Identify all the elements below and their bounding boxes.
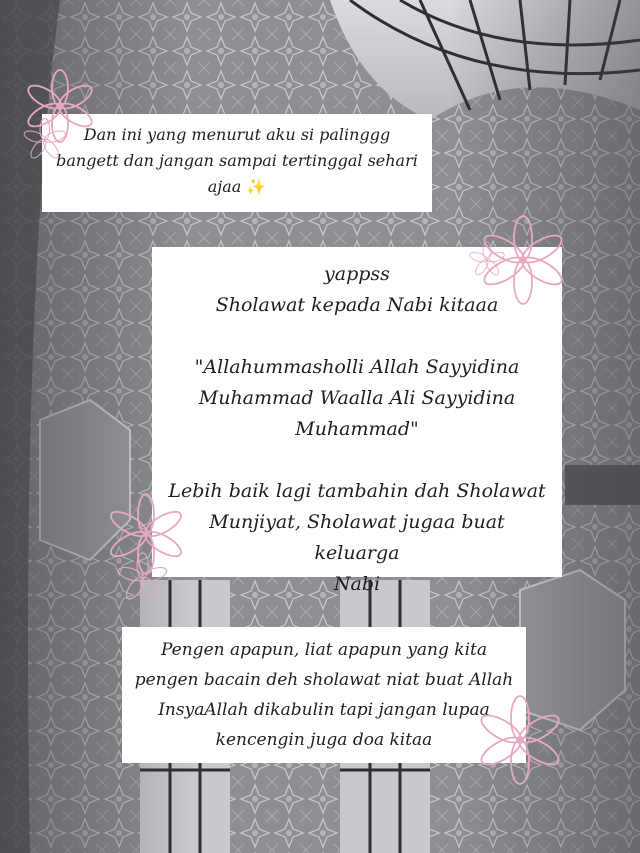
sholawat-line-7: Munjiyat, Sholawat jugaa buat keluarga xyxy=(209,511,505,564)
sholawat-line-4: Muhammad Waalla Ali Sayyidina xyxy=(198,387,516,409)
flower-icon xyxy=(468,210,568,310)
sholawat-line-3: "Allahummasholli Allah Sayyidina xyxy=(194,356,520,378)
sholawat-line-2: Sholawat kepada Nabi kitaaa xyxy=(215,294,499,316)
closing-line-2: pengen bacain deh sholawat niat buat Allah xyxy=(134,670,514,690)
intro-line-2: bangett dan jangan sampai tertinggal sehari xyxy=(56,151,418,170)
spacer xyxy=(164,445,550,476)
sholawat-line-1: yappss xyxy=(324,263,390,285)
flower-icon xyxy=(22,66,98,162)
intro-text-card xyxy=(42,114,432,212)
flower-icon xyxy=(470,690,570,790)
flower-icon xyxy=(98,490,194,610)
intro-line-3-text: ajaa xyxy=(207,177,242,196)
spacer xyxy=(164,321,550,352)
closing-line-1: Pengen apapun, liat apapun yang kita xyxy=(161,640,487,660)
sholawat-line-5: Muhammad" xyxy=(295,418,419,440)
sholawat-line-8: Nabi xyxy=(333,573,381,595)
closing-line-4: kencengin juga doa kitaa xyxy=(215,730,433,750)
intro-line-3 xyxy=(54,174,420,200)
closing-line-3: InsyaAllah dikabulin tapi jangan lupaa xyxy=(158,700,490,720)
intro-line-1: Dan ini yang menurut aku si palinggg xyxy=(83,125,391,144)
sparkles-emoji: ✨ xyxy=(246,177,267,196)
sholawat-line-6: Lebih baik lagi tambahin dah Sholawat xyxy=(168,480,546,502)
closing-text-card xyxy=(122,627,526,763)
